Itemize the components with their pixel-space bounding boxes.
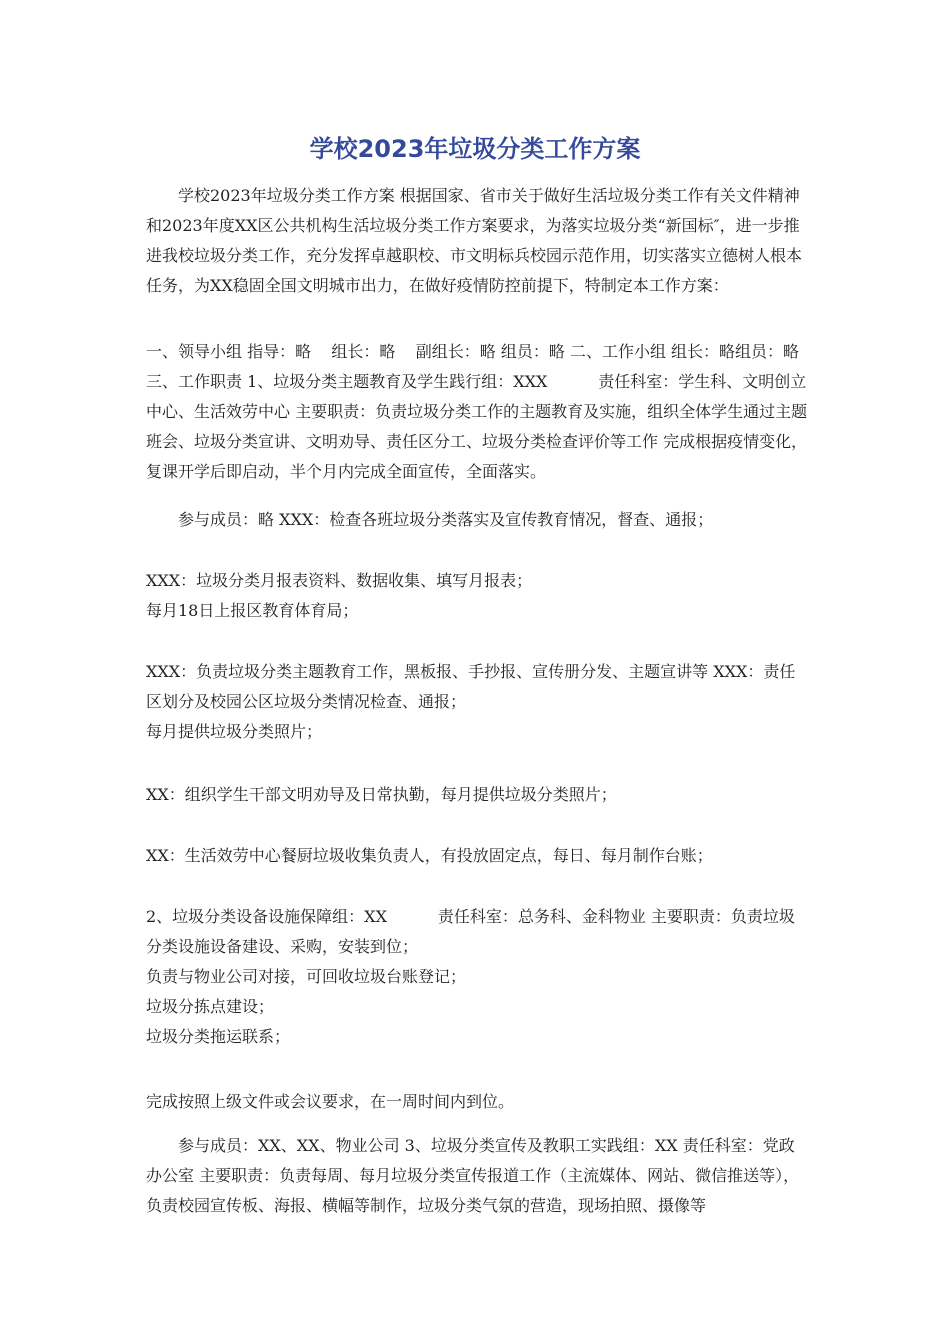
paragraph-xx-kitchen: XX：生活效劳中心餐厨垃圾收集负责人，有投放固定点，每日、每月制作台账； (146, 846, 713, 865)
paragraph-intro: 学校2023年垃圾分类工作方案 根据国家、省市关于做好生活垃圾分类工作有关文件精神和2023年度XX区公共机构生活垃圾分类工作方案要求，为落实垃圾分类“新国标″，进一步推进我校垃圾分类工作，充分发挥卓越职校、市文明标兵校园示范作用，切实落实立德树人根本任务，为XX稳固全国文明城市出力，在做好疫情防控前提下，特制定本工作方案： (146, 186, 803, 295)
paragraph-deadline: 完成按照上级文件或会议要求，在一周时间内到位。 (146, 1092, 515, 1111)
paragraph-xxx-theme: XXX：负责垃圾分类主题教育工作，黑板报、手抄报、宣传册分发、主题宣讲等 XXX：责任区划分及校园公区垃圾分类情况检查、通报； 每月提供垃圾分类照片； (146, 662, 796, 741)
paragraph-group2: 2、垃圾分类设备设施保障组：XX 责任科室：总务科、金科物业 主要职责：负责垃圾分类设施设备建设、采购，安装到位； 负责与物业公司对接，可回收垃圾台账登记； 垃圾分拣点建设； 垃圾分类拖运联系； (146, 907, 795, 1046)
paragraph-members1: 参与成员：略 XXX：检查各班垃圾分类落实及宣传教育情况，督查、通报； (178, 510, 714, 529)
paragraph-xx-students: XX：组织学生干部文明劝导及日常执勤，每月提供垃圾分类照片； (146, 785, 617, 804)
paragraph-xxx-monthly: XXX：垃圾分类月报表资料、数据收集、填写月报表； 每月18日上报区教育体育局； (146, 571, 533, 620)
paragraph-groups: 一、领导小组 指导：略 组长：略 副组长：略 组员：略 二、工作小组 组长：略组员：略 三、工作职责 1、垃圾分类主题教育及学生践行组：XXX 责任科室：学生科、文明创立中心、生活效劳中心 主要职责：负责垃圾分类工作的主题教育及实施，组织全体学生通过主题班会、垃圾分类宣讲、文明劝导、责任区分工、垃圾分类检查评价等工作 完成根据疫情变化，复课开学后即启动，半个月内完成全面宣传，全面落实。 (146, 342, 808, 481)
document-title: 学校2023年垃圾分类工作方案 (309, 135, 641, 163)
paragraph-members3: 参与成员：XX、XX、物业公司 3、垃圾分类宣传及教职工实践组：XX 责任科室：党政办公室 主要职责：负责每周、每月垃圾分类宣传报道工作（主流媒体、网站、微信推送等），负责校园宣传板、海报、横幅等制作，垃圾分类气氛的营造，现场拍照、摄像等 (146, 1136, 800, 1215)
